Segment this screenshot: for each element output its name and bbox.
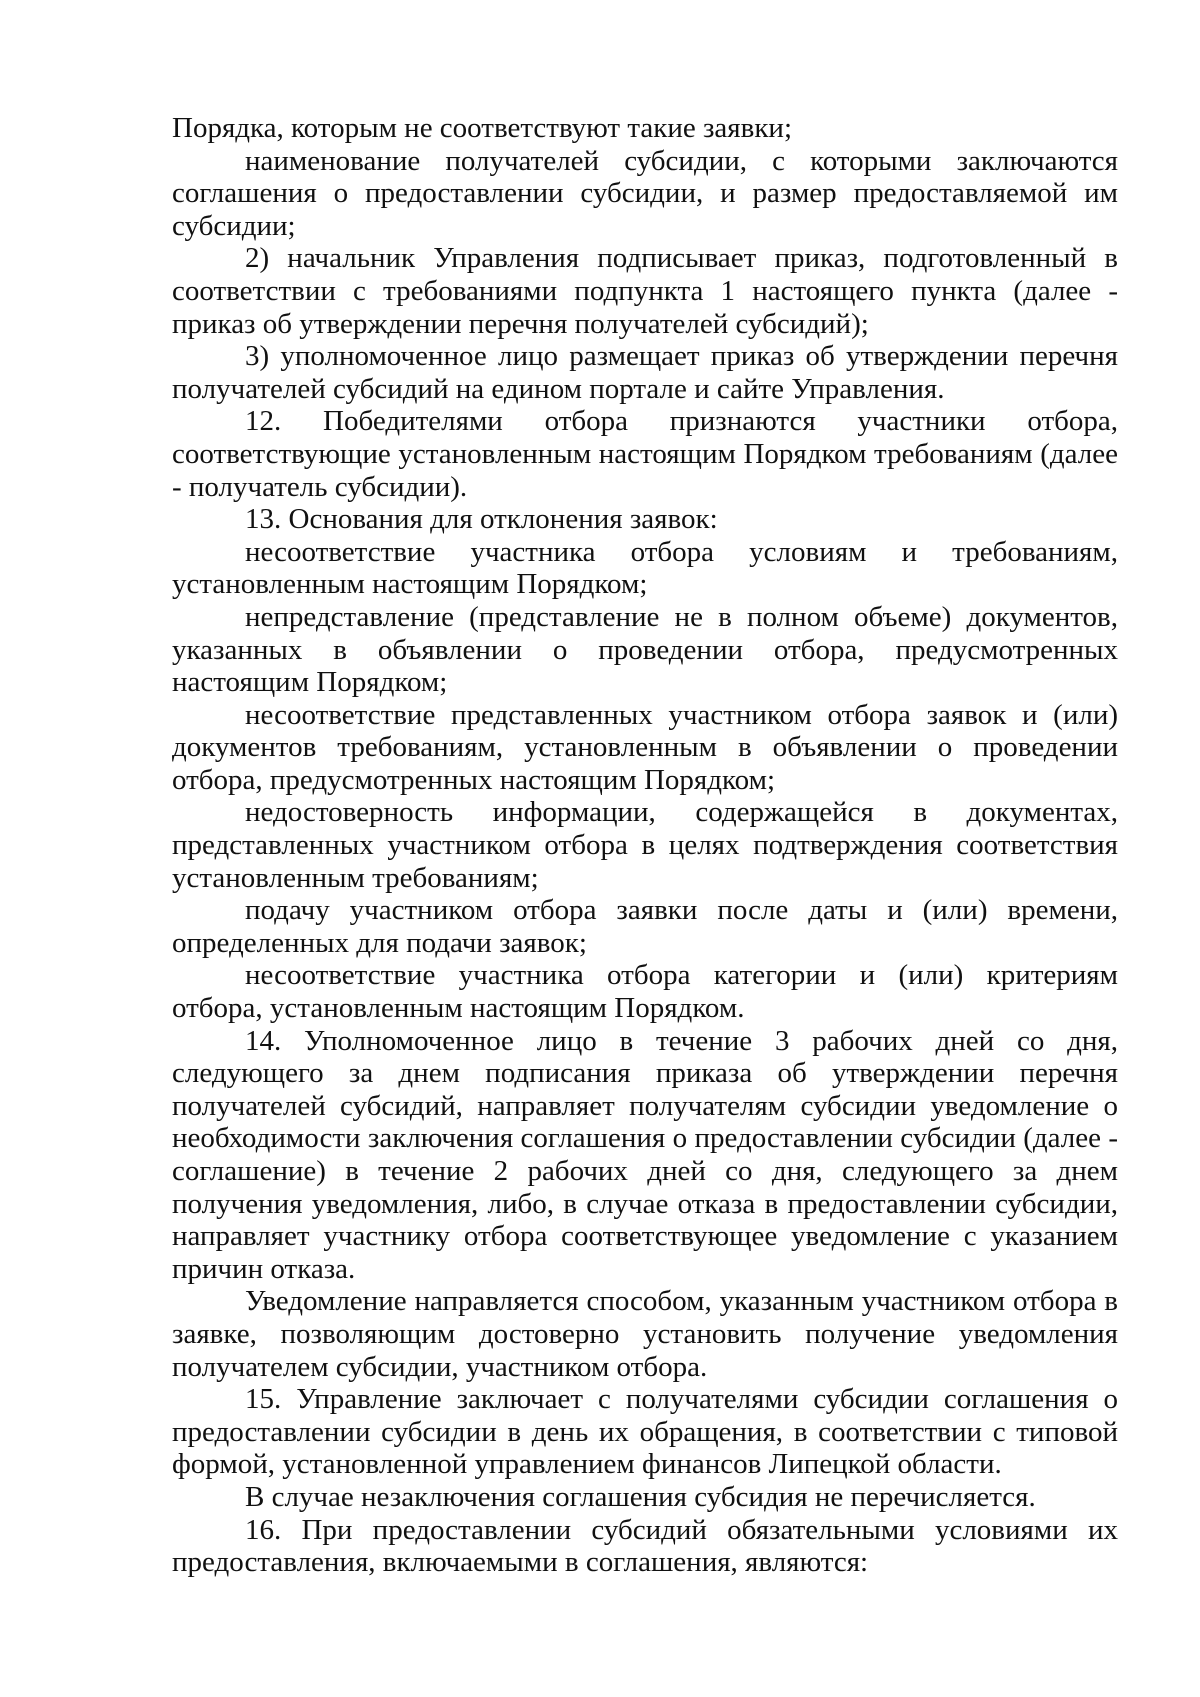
paragraph-section-14: 14. Уполномоченное лицо в течение 3 рабочих дней со дня, следующего за днем подписания приказа об утверждении перечня получателей субсидий, направляет получателям субсидии уведомление о необходимости заключения соглашения о предоставлении субсидии (далее - соглашение) в течение 2 рабочих дней со дня, следующего за днем получения уведомления, либо, в случае отказа в предоставлении субсидии, направляет участнику отбора соответствующее уведомление с указанием причин отказа. (172, 1024, 1118, 1285)
paragraph-section-16: 16. При предоставлении субсидий обязательными условиями их предоставления, включаемыми в соглашения, являются: (172, 1513, 1118, 1579)
paragraph-rejection-reason-3: несоответствие представленных участником отбора заявок и (или) документов требованиям, установленным в объявлении о проведении отбора, предусмотренных настоящим Порядком; (172, 698, 1118, 796)
paragraph-continuation: Порядка, которым не соответствуют такие заявки; (172, 112, 793, 144)
paragraph-section-12: 12. Победителями отбора признаются участники отбора, соответствующие установленным настоящим Порядком требованиям (далее - получатель субсидии). (172, 405, 1118, 503)
paragraph-rejection-reason-2: непредставление (представление не в полном объеме) документов, указанных в объявлении о проведении отбора, предусмотренных настоящим Порядком; (172, 600, 1118, 699)
paragraph-rejection-reason-4: недостоверность информации, содержащейся в документах, представленных участником отбора в целях подтверждения соответствия установленным требованиям; (172, 796, 1118, 894)
paragraph-recipients-names: наименование получателей субсидии, с которыми заключаются соглашения о предоставлении субсидии, и размер предоставляемой им субсидии; (172, 144, 1118, 242)
paragraph-item-3: 3) уполномоченное лицо размещает приказ об утверждении перечня получателей субсидий на едином портале и сайте Управления. (172, 340, 1118, 405)
paragraph-rejection-reason-1: несоответствие участника отбора условиям и требованиям, установленным настоящим Порядком; (172, 535, 1118, 601)
paragraph-non-conclusion: В случае незаключения соглашения субсидия не перечисляется. (245, 1480, 1036, 1513)
paragraph-item-2: 2) начальник Управления подписывает приказ, подготовленный в соответствии с требованиями подпункта 1 настоящего пункта (далее - приказ об утверждении перечня получателей субсидий); (172, 242, 1118, 340)
paragraph-notification: Уведомление направляется способом, указанным участником отбора в заявке, позволяющим достоверно установить получение уведомления получателем субсидии, участником отбора. (172, 1285, 1118, 1383)
paragraph-section-15: 15. Управление заключает с получателями субсидии соглашения о предоставлении субсидии в день их обращения, в соответствии с типовой формой, установленной управлением финансов Липецкой области. (172, 1383, 1118, 1481)
paragraph-rejection-reason-5: подачу участником отбора заявки после даты и (или) времени, определенных для подачи заявок; (172, 894, 1118, 959)
document-page (172, 112, 1118, 1579)
paragraph-section-13: 13. Основания для отклонения заявок: (245, 503, 718, 536)
paragraph-rejection-reason-6: несоответствие участника отбора категории и (или) критериям отбора, установленным настоящим Порядком. (172, 959, 1118, 1025)
